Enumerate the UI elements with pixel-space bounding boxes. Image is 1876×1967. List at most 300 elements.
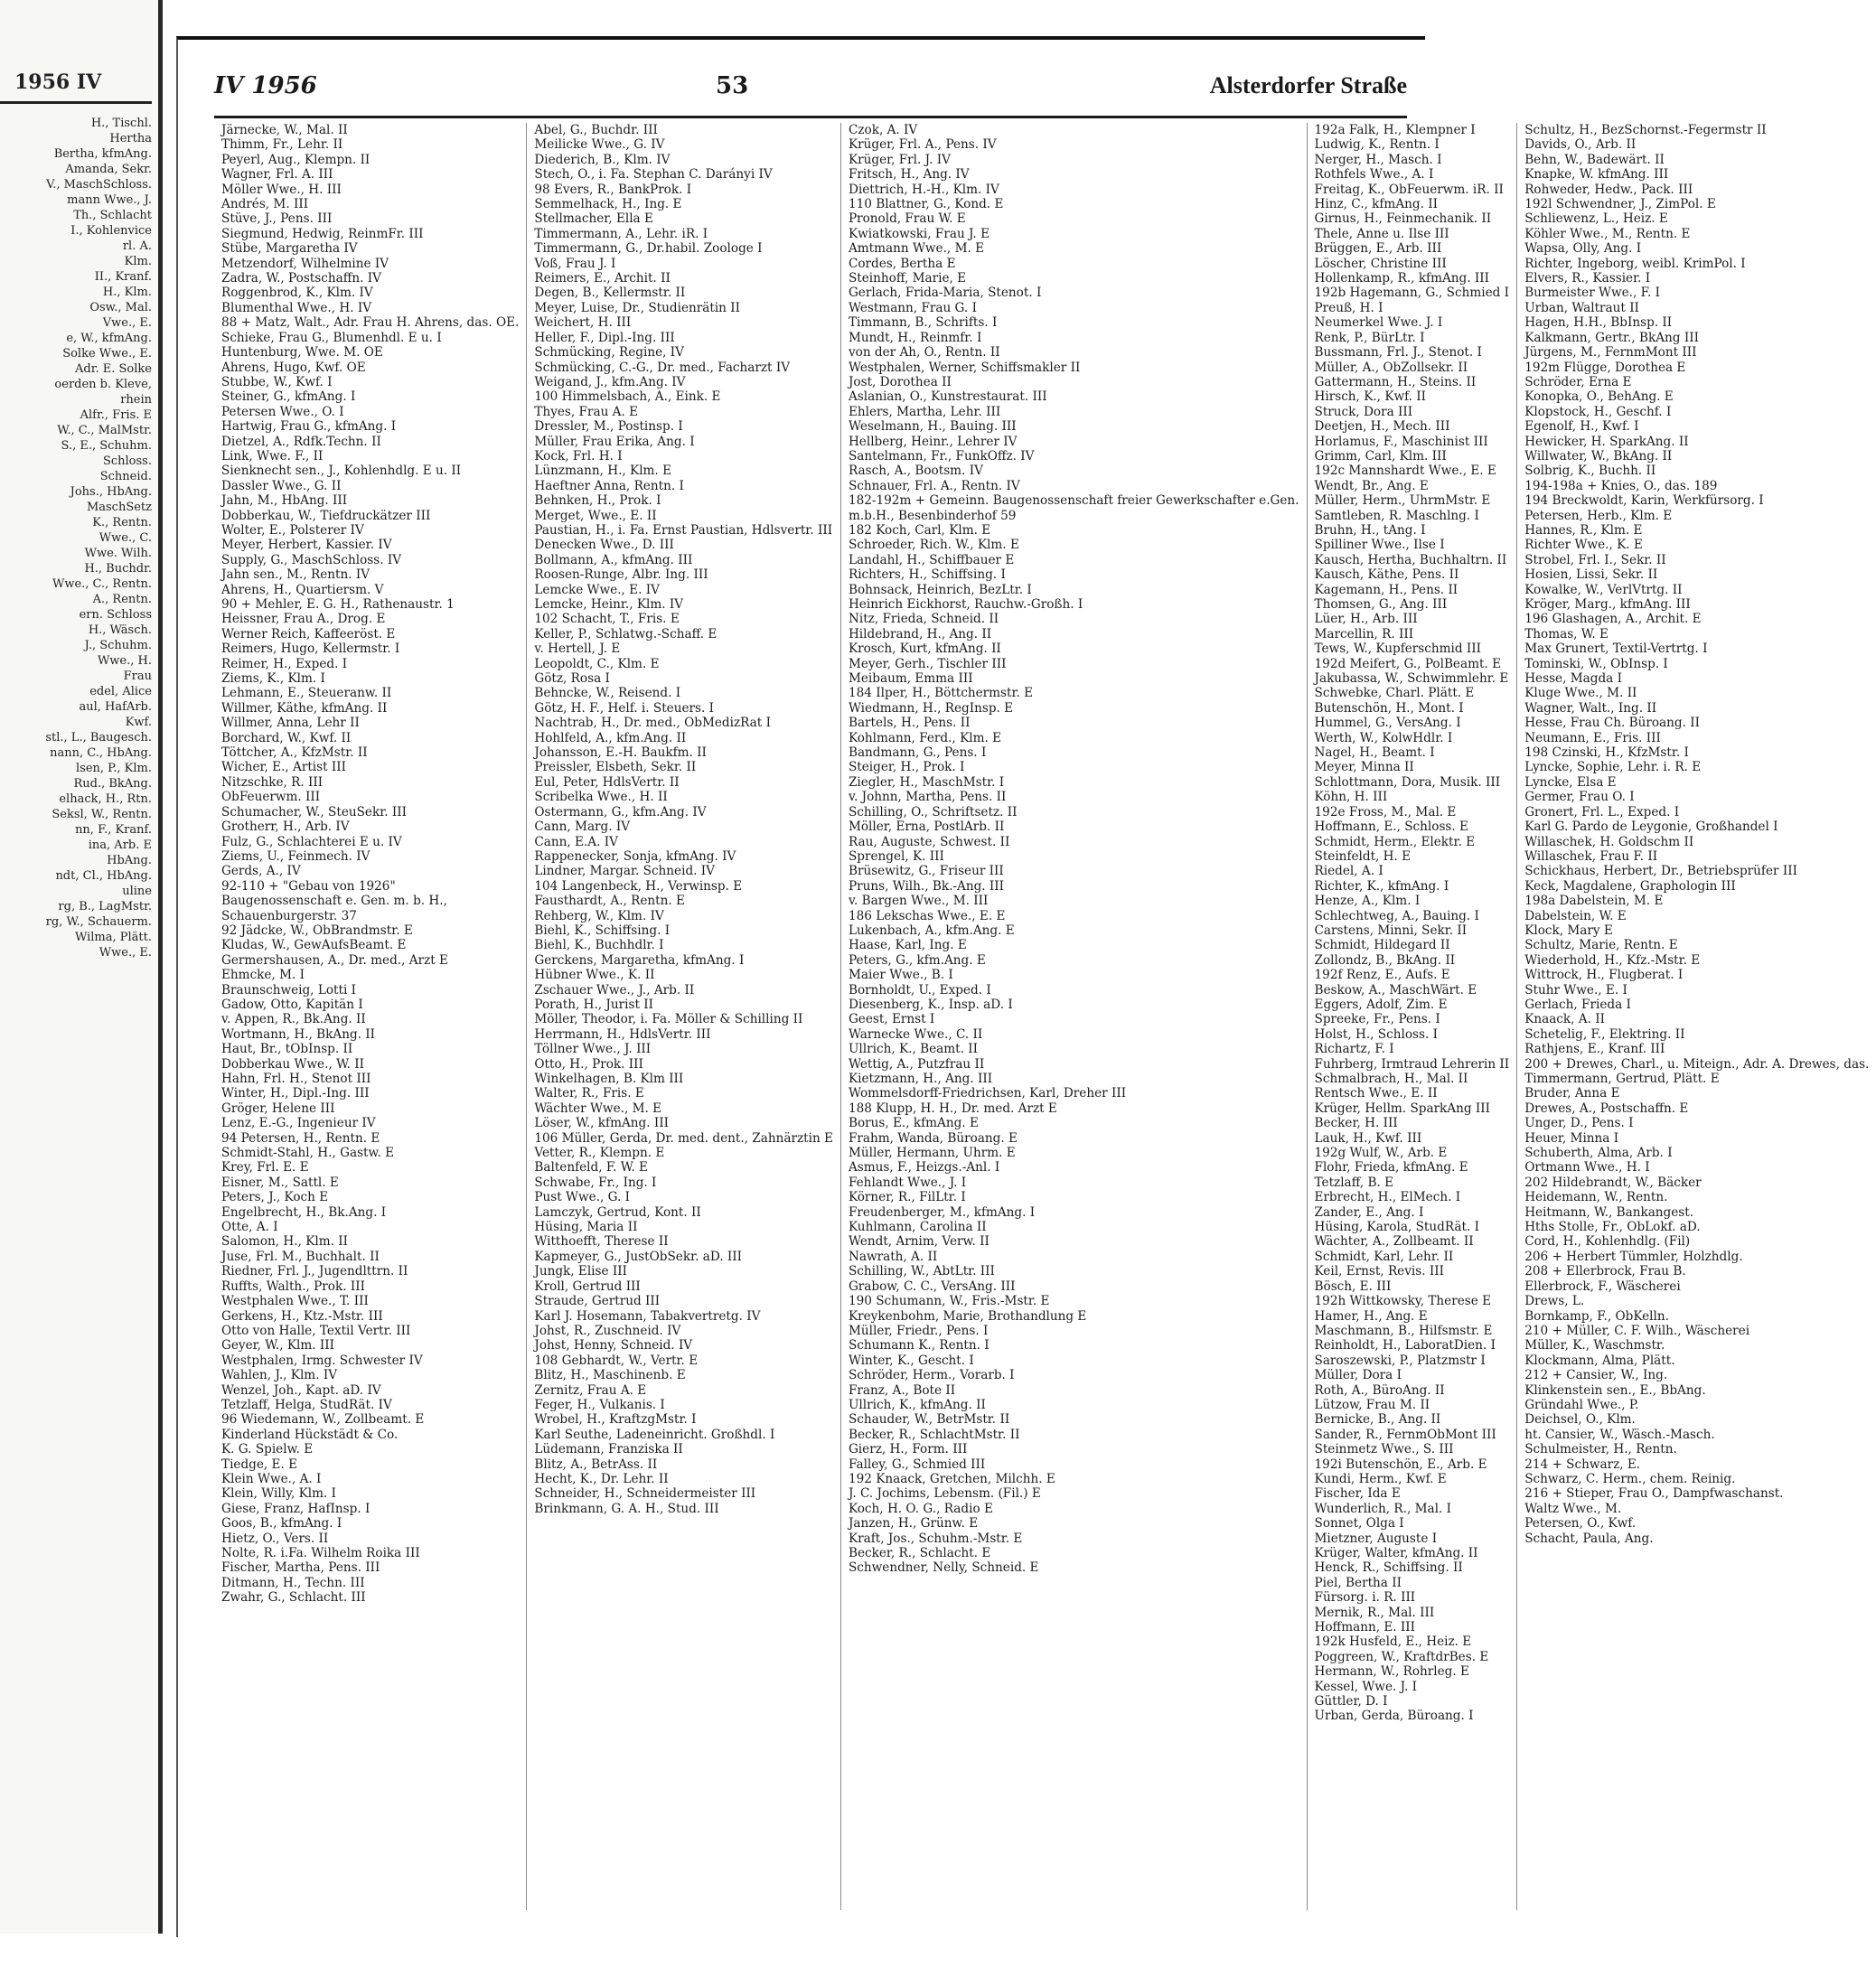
directory-entry: Lünzmann, H., Klm. E	[534, 464, 671, 479]
left-fragment-line: e, W., kfmAng.	[66, 332, 152, 345]
directory-entry: Johst, Henny, Schneid. IV	[534, 1338, 693, 1353]
directory-entry: Wenzel, Joh., Kapt. aD. IV	[221, 1382, 381, 1398]
directory-entry: Heller, F., Dipl.-Ing. III	[534, 330, 675, 345]
directory-entry: Meibaum, Emma III	[848, 671, 973, 687]
directory-entry: Frahm, Wanda, Büroang. E	[848, 1130, 1018, 1146]
directory-entry: Werner Reich, Kaffeeröst. E	[221, 626, 396, 642]
directory-entry: Huntenburg, Wwe. M. OE	[221, 345, 383, 361]
directory-entry: Nagel, H., Beamt. I	[1314, 745, 1435, 761]
directory-entry: Willaschek, H. Goldschm II	[1524, 834, 1694, 849]
directory-entry: Rappenecker, Sonja, kfmAng. IV	[534, 848, 736, 864]
directory-entry: Fischer, Ida E	[1314, 1486, 1401, 1502]
directory-entry: Roggenbrod, K., Klm. IV	[221, 286, 373, 301]
directory-entry: Heitmann, W., Bankangest.	[1524, 1204, 1694, 1220]
directory-entry: Horlamus, F., Maschinist III	[1314, 434, 1488, 449]
directory-entry: Stuhr Wwe., E. I	[1524, 982, 1627, 998]
directory-entry: Grotherr, H., Arb. IV	[221, 820, 350, 835]
directory-entry: Willwater, W., BkAng. II	[1524, 448, 1673, 464]
directory-entry: Ziems, U., Feinmech. IV	[221, 848, 371, 864]
directory-entry: Reimer, H., Exped. I	[221, 656, 348, 671]
directory-entry: Franz, A., Bote II	[848, 1382, 956, 1398]
directory-entry: Witthoefft, Therese II	[534, 1234, 669, 1250]
directory-entry: Kröger, Marg., kfmAng. III	[1524, 597, 1691, 612]
directory-entry: Kwiatkowski, Frau J. E	[848, 226, 990, 241]
directory-entry: 88 + Matz, Walt., Adr. Frau H. Ahrens, das. OE.	[221, 315, 520, 331]
directory-entry: Haase, Karl, Ing. E	[848, 938, 967, 953]
directory-entry: Hewicker, H. SparkAng. II	[1524, 434, 1689, 449]
left-header-rule	[0, 101, 152, 104]
directory-entry: Zwahr, G., Schlacht. III	[221, 1590, 366, 1606]
directory-page	[176, 36, 1870, 1937]
directory-entry: 110 Blattner, G., Kond. E	[848, 197, 1004, 212]
directory-entry: 192g Wulf, W., Arb. E	[1314, 1146, 1448, 1161]
directory-entry: Solbrig, K., Buchh. II	[1524, 464, 1656, 479]
directory-entry: Voß, Frau J. I	[534, 256, 616, 271]
directory-entry: Wiedmann, H., RegInsp. E	[848, 700, 1014, 716]
directory-entry: Behnken, H., Prok. I	[534, 493, 661, 509]
directory-entry: Klein, Willy, Klm. I	[221, 1486, 336, 1502]
directory-entry: Ullrich, K., kfmAng. II	[848, 1397, 986, 1412]
page-header	[214, 72, 1407, 108]
left-fragment-line: nann, C., HbAng.	[50, 746, 152, 760]
left-fragment-line: Wwe., E.	[98, 946, 152, 960]
directory-entry: Wunderlich, R., Mal. I	[1314, 1501, 1451, 1516]
directory-entry: Hesse, Magda I	[1524, 671, 1622, 687]
directory-entry: Richters, H., Schiffsing. I	[848, 567, 1006, 583]
directory-entry: Freudenberger, M., kfmAng. I	[848, 1204, 1036, 1220]
left-fragment-line: Vwe., E.	[102, 316, 152, 330]
directory-entry: Westphalen, Werner, Schiffsmakler II	[848, 360, 1081, 375]
directory-entry: Timmermann, Gertrud, Plätt. E	[1524, 1072, 1720, 1086]
directory-entry: Ehlers, Martha, Lehr. III	[848, 404, 1001, 419]
directory-entry: Stech, O., i. Fa. Stephan C. Darányi IV	[534, 167, 773, 183]
directory-entry: Richter, K., kfmAng. I	[1314, 878, 1449, 894]
directory-entry: Wicher, E., Artist III	[221, 760, 347, 775]
directory-entry: Schacht, Paula, Ang.	[1524, 1531, 1654, 1546]
directory-entry: Renk, P., BürLtr. I	[1314, 330, 1425, 345]
directory-entry: Hamer, H., Ang. E	[1314, 1308, 1428, 1324]
directory-entry: Schmalbrach, H., Mal. II	[1314, 1072, 1468, 1086]
left-fragment-line: aul, HafArb.	[79, 700, 152, 714]
directory-entry: Behn, W., Badewärt. II	[1524, 152, 1665, 167]
directory-entry: Kuhlmann, Carolina II	[848, 1220, 987, 1235]
directory-entry: Müller, K., Waschmstr.	[1524, 1338, 1665, 1353]
directory-entry: Hoffmann, E., Schloss. E	[1314, 820, 1468, 835]
directory-entry: Wendt, Arnim, Verw. II	[848, 1234, 990, 1250]
directory-entry: Ruffts, Walth., Prok. III	[221, 1279, 365, 1294]
directory-entry: Salomon, H., Klm. II	[221, 1234, 349, 1250]
directory-entry: Schumacher, W., SteuSekr. III	[221, 804, 407, 820]
directory-entry: 192b Hagemann, G., Schmied I	[1314, 286, 1510, 301]
directory-entry: Cord, H., Kohlenhdlg. (Fil)	[1524, 1234, 1691, 1250]
directory-entry: Rothfels Wwe., A. I	[1314, 167, 1434, 183]
directory-entry: Wiederhold, H., Kfz.-Mstr. E	[1524, 952, 1701, 968]
directory-entry: Brüggen, E., Arb. III	[1314, 241, 1442, 257]
directory-entry: Wapsa, Olly, Ang. I	[1524, 241, 1642, 257]
directory-entry: 200 + Drewes, Charl., u. Miteign., Adr. A. Drewes, das.	[1524, 1056, 1870, 1072]
left-fragment-line: H., Klm.	[102, 286, 152, 299]
directory-entry: Spreeke, Fr., Pens. I	[1314, 1012, 1440, 1027]
directory-entry: Krüger, Hellm. SparkAng III	[1314, 1101, 1491, 1116]
directory-entry: Diettrich, H.-H., Klm. IV	[848, 182, 999, 197]
left-fragment-line: Wilma, Plätt.	[74, 931, 152, 944]
directory-entry: Feger, H., Vulkanis. I	[534, 1397, 665, 1412]
directory-entry: Grabow, C. C., VersAng. III	[848, 1279, 1016, 1294]
directory-entry: Ullrich, K., Beamt. II	[848, 1042, 978, 1057]
left-fragment-line: Solke Wwe., E.	[62, 347, 152, 361]
directory-entry: Otto von Halle, Textil Vertr. III	[221, 1323, 411, 1338]
left-fragment-line: W., C., MalMstr.	[57, 424, 152, 437]
street-heading: Alsterdorfer Straße	[1209, 72, 1407, 98]
directory-entry: Ostermann, G., kfm.Ang. IV	[534, 804, 707, 820]
left-page-fragment	[0, 0, 163, 1934]
directory-entry: Scribelka Wwe., H. II	[534, 790, 668, 805]
directory-entry: Ditmann, H., Techn. III	[221, 1575, 365, 1590]
left-fragment-line: Amanda, Sekr.	[65, 163, 152, 176]
directory-entry: Schmidt, Hildegard II	[1314, 938, 1450, 953]
directory-entry: Bernicke, B., Ang. II	[1314, 1412, 1441, 1428]
directory-entry: Dabelstein, W. E	[1524, 908, 1627, 923]
directory-entry: Kagemann, H., Pens. II	[1314, 582, 1459, 597]
directory-entry: Jahn sen., M., Rentn. IV	[221, 567, 371, 583]
directory-entry: Karl Seuthe, Ladeneinricht. Großhdl. I	[534, 1427, 775, 1442]
left-fragment-line: A., Rentn.	[92, 593, 152, 606]
directory-entry: Rentsch Wwe., E. II	[1314, 1086, 1438, 1101]
directory-entry: Krüger, Frl. A., Pens. IV	[848, 137, 997, 153]
directory-entry: Zadra, W., Postschaffn. IV	[221, 271, 381, 286]
directory-entry: Schumann K., Rentn. I	[848, 1338, 990, 1353]
directory-entry: m.b.H., Besenbinderhof 59	[848, 508, 1017, 523]
directory-entry: 192f Renz, E., Aufs. E	[1314, 968, 1450, 983]
directory-entry: Preissler, Elsbeth, Sekr. II	[534, 760, 697, 775]
left-fragment-line: stl., L., Baugesch.	[45, 731, 152, 745]
directory-entry: 100 Himmelsbach, A., Eink. E	[534, 389, 721, 405]
directory-entry: Abel, G., Buchdr. III	[534, 123, 658, 137]
directory-entry: Deichsel, O., Klm.	[1524, 1412, 1636, 1428]
directory-entry: Dobberkau Wwe., W. II	[221, 1056, 365, 1072]
directory-entry: Zander, E., Ang. I	[1314, 1204, 1424, 1220]
directory-entry: Wolter, E., Polsterer IV	[221, 522, 364, 538]
directory-entry: Elvers, R., Kassier. I	[1524, 271, 1651, 286]
directory-entry: Meyer, Luise, Dr., Studienrätin II	[534, 300, 740, 315]
directory-entry: Ludwig, K., Rentn. I	[1314, 137, 1440, 153]
directory-entry: Müller, Frau Erika, Ang. I	[534, 434, 695, 449]
directory-column-3	[840, 123, 1307, 1910]
directory-entry: Struck, Dora III	[1314, 404, 1413, 419]
directory-entry: Ziems, K., Klm. I	[221, 671, 325, 687]
directory-entry: Holst, H., Schloss. I	[1314, 1026, 1438, 1042]
directory-entry: 90 + Mehler, E. G. H., Rathenaustr. 1	[221, 597, 455, 612]
directory-entry: v. Appen, R., Bk.Ang. II	[221, 1012, 366, 1027]
left-fragment-line: J., Schuhm.	[84, 639, 152, 652]
directory-entry: K. G. Spielw. E	[221, 1442, 314, 1457]
directory-entry: Meilicke Wwe., G. IV	[534, 137, 665, 153]
directory-entry: Lehmann, E., Steueranw. II	[221, 686, 392, 701]
directory-entry: Paustian, H., i. Fa. Ernst Paustian, Hdlsvertr. III	[534, 522, 833, 538]
directory-entry: ObFeuerwm. III	[221, 790, 321, 805]
directory-entry: Eggers, Adolf, Zim. E	[1314, 997, 1448, 1012]
directory-entry: Kausch, Hertha, Buchhaltrn. II	[1314, 552, 1507, 567]
directory-entry: Schmidt, Karl, Lehr. II	[1314, 1249, 1454, 1264]
directory-entry: 192m Flügge, Dorothea E	[1524, 360, 1686, 375]
directory-entry: Drews, L.	[1524, 1294, 1585, 1309]
directory-entry: Jungk, Elise III	[534, 1264, 627, 1279]
directory-entry: Lüer, H., Arb. III	[1314, 612, 1418, 627]
left-fragment-line: rhein	[120, 393, 152, 407]
directory-entry: Hohlfeld, A., kfm.Ang. II	[534, 730, 687, 745]
directory-entry: Knaack, A. II	[1524, 1012, 1605, 1027]
directory-entry: Maschmann, B., Hilfsmstr. E	[1314, 1323, 1493, 1338]
left-fragment-line: ina, Arb. E	[88, 838, 152, 852]
directory-entry: Cordes, Bertha E	[848, 256, 956, 271]
directory-entry: Hermann, W., Rohrleg. E	[1314, 1664, 1469, 1680]
directory-entry: Johansson, E.-H. Baukfm. II	[534, 745, 707, 761]
directory-entry: Winter, H., Dipl.-Ing. III	[221, 1086, 370, 1101]
directory-entry: Pust Wwe., G. I	[534, 1190, 631, 1205]
left-fragment-line: Seksl, W., Rentn.	[52, 808, 152, 821]
directory-entry: Richartz, F. I	[1314, 1042, 1394, 1057]
directory-entry: v. Johnn, Martha, Pens. II	[848, 790, 1007, 805]
directory-entry: Jahn, M., HbAng. III	[221, 493, 348, 509]
directory-entry: Schneider, H., Schneidermeister III	[534, 1486, 756, 1502]
directory-entry: 182-192m + Gemeinn. Baugenossenschaft freier Gewerkschafter e.Gen.	[848, 493, 1299, 509]
directory-entry: Wrobel, H., KraftzgMstr. I	[534, 1412, 697, 1428]
directory-entry: Möller Wwe., H. III	[221, 182, 342, 197]
directory-entry: Maier Wwe., B. I	[848, 968, 953, 983]
directory-entry: Bruhn, H., tAng. I	[1314, 522, 1426, 538]
directory-entry: Schmidt, Herm., Elektr. E	[1314, 834, 1476, 849]
directory-entry: Timmermann, A., Lehr. iR. I	[534, 226, 708, 241]
left-fragment-line: Adr. E. Solke	[75, 362, 152, 376]
directory-entry: Haut, Br., tObInsp. II	[221, 1042, 353, 1057]
directory-entry: Landahl, H., Schiffbauer E	[848, 552, 1015, 567]
directory-entry: Lützow, Frau M. II	[1314, 1397, 1430, 1412]
directory-entry: Karl G. Pardo de Leygonie, Großhandel I	[1524, 820, 1778, 835]
directory-entry: 192k Husfeld, E., Heiz. E	[1314, 1634, 1472, 1650]
directory-entry: Lauk, H., Kwf. III	[1314, 1130, 1422, 1146]
directory-entry: Heissner, Frau A., Drog. E	[221, 612, 386, 627]
left-fragment-line: ern. Schloss	[79, 608, 152, 622]
directory-entry: Müller, A., ObZollsekr. II	[1314, 360, 1468, 375]
directory-entry: J. C. Jochims, Lebensm. (Fil.) E	[848, 1486, 1041, 1502]
directory-entry: Steiger, H., Prok. I	[848, 760, 965, 775]
left-fragment-line: uline	[122, 885, 152, 898]
directory-entry: Becker, H. III	[1314, 1116, 1398, 1131]
left-fragment-line: rg, W., Schauerm.	[45, 915, 152, 929]
directory-entry: Schetelig, F., Elektring. II	[1524, 1026, 1685, 1042]
directory-entry: Wommelsdorff-Friedrichsen, Karl, Dreher III	[848, 1086, 1127, 1101]
left-fragment-line: Bertha, kfmAng.	[53, 147, 152, 161]
directory-entry: Sander, R., FernmObMont III	[1314, 1427, 1496, 1442]
directory-entry: Weichert, H. III	[534, 315, 632, 331]
directory-entry: Hecht, K., Dr. Lehr. II	[534, 1471, 669, 1486]
directory-entry: Tetzlaff, Helga, StudRät. IV	[221, 1397, 392, 1412]
left-fragment-line: Th., Schlacht	[73, 209, 152, 222]
directory-entry: Nerger, H., Masch. I	[1314, 152, 1442, 167]
directory-entry: Weigand, J., kfm.Ang. IV	[534, 374, 686, 389]
directory-entry: Hirsch, K., Kwf. II	[1314, 389, 1427, 405]
directory-entry: Schwabe, Fr., Ing. I	[534, 1175, 657, 1190]
directory-entry: Hartwig, Frau G., kfmAng. I	[221, 419, 397, 435]
directory-entry: Müller, Friedr., Pens. I	[848, 1323, 989, 1338]
directory-entry: Brüsewitz, G., Friseur III	[848, 864, 1004, 879]
directory-entry: Siegmund, Hedwig, ReinmFr. III	[221, 226, 424, 241]
directory-entry: Dietzel, A., Rdfk.Techn. II	[221, 434, 381, 449]
directory-entry: Saroszewski, P., Platzmstr I	[1314, 1353, 1486, 1368]
directory-entry: Wittrock, H., Flugberat. I	[1524, 968, 1684, 983]
directory-entry: Eul, Peter, HdlsVertr. II	[534, 774, 680, 790]
directory-entry: Walter, R., Fris. E	[534, 1086, 644, 1101]
directory-entry: Burmeister Wwe., F. I	[1524, 286, 1660, 301]
directory-entry: Nitzschke, R. III	[221, 774, 324, 790]
directory-entry: Schwarz, C. Herm., chem. Reinig.	[1524, 1471, 1736, 1486]
directory-entry: 102 Schacht, T., Fris. E	[534, 612, 680, 627]
directory-entry: Ahrens, H., Quartiersm. V	[221, 582, 384, 597]
directory-entry: Westmann, Frau G. I	[848, 300, 977, 315]
directory-entry: Krüger, Frl. J. IV	[848, 152, 951, 167]
left-fragment-line: Schneid.	[99, 470, 152, 483]
directory-entry: Pronold, Frau W. E	[848, 211, 966, 227]
directory-entry: Davids, O., Arb. II	[1524, 137, 1637, 153]
directory-entry: Järnecke, W., Mal. II	[221, 123, 348, 137]
directory-entry: Preuß, H. I	[1314, 300, 1384, 315]
directory-entry: Steinhoff, Marie, E	[848, 271, 967, 286]
left-fragment-line: Hertha	[109, 132, 152, 145]
left-fragment-line: Johs., HbAng.	[70, 485, 152, 499]
directory-entry: Wächter Wwe., M. E	[534, 1101, 662, 1116]
directory-entry: Ellerbrock, F., Wäscherei	[1524, 1279, 1681, 1294]
directory-entry: Link, Wwe. F., II	[221, 448, 324, 464]
directory-entry: Sienknecht sen., J., Kohlenhdlg. E u. II	[221, 464, 462, 479]
directory-entry: Schwebke, Charl. Plätt. E	[1314, 686, 1475, 701]
directory-entry: Lyncke, Sophie, Lehr. i. R. E	[1524, 760, 1702, 775]
directory-entry: Löser, W., kfmAng. III	[534, 1116, 669, 1131]
directory-entry: Klopstock, H., Geschf. I	[1524, 404, 1672, 419]
directory-entry: Gerds, A., IV	[221, 864, 301, 879]
directory-entry: 192c Mannshardt Wwe., E. E	[1314, 464, 1496, 479]
directory-entry: Gründahl Wwe., P.	[1524, 1397, 1639, 1412]
left-fragment-line: ndt, Cl., HbAng.	[55, 869, 152, 883]
directory-entry: Willaschek, Frau F. II	[1524, 848, 1658, 864]
left-page-lines	[0, 116, 152, 960]
directory-entry: Wagner, Walt., Ing. II	[1524, 700, 1657, 716]
directory-entry: Tetzlaff, B. E	[1314, 1175, 1394, 1190]
directory-entry: Nachtrab, H., Dr. med., ObMedizRat I	[534, 716, 771, 731]
directory-entry: Max Grunert, Textil-Vertrtg. I	[1524, 642, 1708, 657]
directory-entry: Dassler Wwe., G. II	[221, 478, 342, 493]
directory-entry: Schlottmann, Dora, Musik. III	[1314, 774, 1501, 790]
edition-label: IV 1956	[214, 72, 317, 99]
left-fragment-line: edel, Alice	[89, 685, 152, 698]
directory-entry: Bornholdt, U., Exped. I	[848, 982, 991, 998]
left-fragment-line: Frau	[123, 670, 152, 683]
left-fragment-line: S., E., Schuhm.	[61, 439, 152, 453]
directory-entry: Unger, D., Pens. I	[1524, 1116, 1634, 1131]
directory-entry: Kessel, Wwe. J. I	[1314, 1679, 1418, 1694]
directory-entry: Neumann, E., Fris. III	[1524, 730, 1661, 745]
directory-entry: Keil, Ernst, Revis. III	[1314, 1264, 1444, 1279]
directory-entry: Timmann, B., Schrifts. I	[848, 315, 998, 331]
directory-entry: Bollmann, A., kfmAng. III	[534, 552, 693, 567]
directory-entry: Kinderland Hückstädt & Co.	[221, 1427, 399, 1442]
directory-entry: Hagen, H.H., BbInsp. II	[1524, 315, 1673, 331]
directory-entry: Butenschön, H., Mont. I	[1314, 700, 1464, 716]
directory-entry: Knapke, W. kfmAng. III	[1524, 167, 1669, 183]
directory-entry: Keck, Magdalene, Graphologin III	[1524, 878, 1736, 894]
directory-entry: Wortmann, H., BkAng. II	[221, 1026, 376, 1042]
directory-entry: 104 Langenbeck, H., Verwinsp. E	[534, 878, 743, 894]
left-fragment-line: Schloss.	[102, 454, 152, 468]
directory-entry: Lukenbach, A., kfm.Ang. E	[848, 923, 1015, 938]
directory-entry: Richter, Ingeborg, weibl. KrimPol. I	[1524, 256, 1746, 271]
directory-entry: Petersen Wwe., O. I	[221, 404, 344, 419]
directory-entry: Hildebrand, H., Ang. II	[848, 626, 992, 642]
directory-entry: Bussmann, Frl. J., Stenot. I	[1314, 345, 1482, 361]
directory-entry: 206 + Herbert Tümmler, Holzhdlg.	[1524, 1249, 1743, 1264]
directory-entry: Fulz, G., Schlachterei E u. IV	[221, 834, 402, 849]
directory-entry: ht. Cansier, W., Wäsch.-Masch.	[1524, 1427, 1715, 1442]
directory-columns	[214, 123, 1870, 1910]
left-fragment-line: V., MaschSchloss.	[46, 178, 152, 192]
directory-entry: Töttcher, A., KfzMstr. II	[221, 745, 368, 761]
directory-entry: Hinz, C., kfmAng. II	[1314, 197, 1438, 212]
directory-entry: Westphalen, Irmg. Schwester IV	[221, 1353, 423, 1368]
directory-column-5	[1516, 123, 1876, 1910]
directory-entry: Timmermann, G., Dr.habil. Zoologe I	[534, 241, 763, 257]
directory-entry: Klinkenstein sen., E., BbAng.	[1524, 1382, 1706, 1398]
directory-entry: Beskow, A., MaschWärt. E	[1314, 982, 1477, 998]
directory-entry: Rasch, A., Bootsm. IV	[848, 464, 983, 479]
directory-entry: Kock, Frl. H. I	[534, 448, 623, 464]
directory-entry: Hosien, Lissi, Sekr. II	[1524, 567, 1658, 583]
directory-entry: Brinkmann, G. A. H., Stud. III	[534, 1501, 719, 1516]
directory-entry: Steiner, G., kfmAng. I	[221, 389, 356, 405]
directory-entry: Schmidt-Stahl, H., Gastw. E	[221, 1146, 395, 1161]
directory-entry: Schroeder, Rich. W., Klm. E	[848, 538, 1019, 553]
directory-entry: Braunschweig, Lotti I	[221, 982, 356, 998]
directory-entry: Fischer, Martha, Pens. III	[221, 1560, 380, 1576]
directory-column-2	[526, 123, 840, 1910]
left-fragment-line: rg, B., LagMstr.	[58, 900, 152, 913]
directory-entry: Rohweder, Hedw., Pack. III	[1524, 182, 1693, 197]
directory-entry: Jakubassa, W., Schwimmlehr. E	[1314, 671, 1509, 687]
directory-entry: Kietzmann, H., Ang. III	[848, 1072, 993, 1086]
directory-entry: Flohr, Frieda, kfmAng. E	[1314, 1160, 1468, 1176]
left-fragment-line: nn, F., Kranf.	[75, 823, 152, 837]
directory-entry: 216 + Stieper, Frau O., Dampfwaschanst.	[1524, 1486, 1784, 1502]
directory-entry: 210 + Müller, C. F. Wilh., Wäscherei	[1524, 1323, 1750, 1338]
directory-entry: Lenz, E.-G., Ingenieur IV	[221, 1116, 376, 1131]
directory-entry: Hahn, Frl. H., Stenot III	[221, 1072, 371, 1086]
directory-entry: Leopoldt, C., Klm. E	[534, 656, 660, 671]
directory-entry: Lindner, Margar. Schneid. IV	[534, 864, 715, 879]
directory-entry: Gerlach, Frieda I	[1524, 997, 1631, 1012]
directory-entry: Werth, W., KolwHdlr. I	[1314, 730, 1453, 745]
directory-entry: Götz, Rosa I	[534, 671, 610, 687]
directory-entry: Schulmeister, H., Rentn.	[1524, 1442, 1677, 1457]
left-fragment-line: I., Kohlenvice	[70, 224, 152, 238]
directory-entry: Heidemann, W., Rentn.	[1524, 1190, 1668, 1205]
directory-entry: Hüsing, Karola, StudRät. I	[1314, 1220, 1479, 1235]
directory-entry: Rehberg, W., Klm. IV	[534, 908, 664, 923]
directory-entry: Kowalke, W., VerlVtrtg. II	[1524, 582, 1683, 597]
directory-entry: Koch, H. O. G., Radio E	[848, 1501, 993, 1516]
directory-entry: Urban, Gerda, Büroang. I	[1314, 1709, 1474, 1724]
left-fragment-line: lsen, P., Klm.	[76, 762, 152, 775]
directory-entry: Kluge Wwe., M. II	[1524, 686, 1637, 701]
directory-entry: Straude, Gertrud III	[534, 1294, 661, 1309]
directory-entry: 92 Jädcke, W., ObBrandmstr. E	[221, 923, 413, 938]
